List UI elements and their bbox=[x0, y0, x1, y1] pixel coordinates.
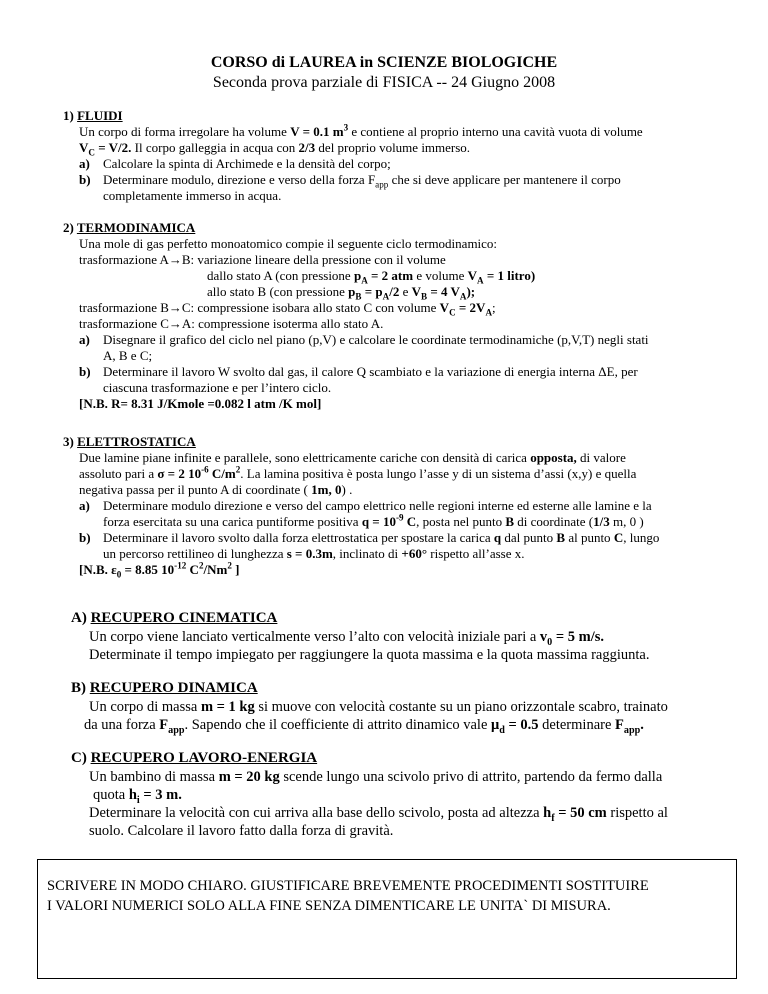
ra-line-1: Un corpo viene lanciato verticalmente verso l’alto con velocità iniziale pari a $v_0 = 5$ m/s. bbox=[89, 629, 604, 648]
q2-line-2: trasformazione A→B: variazione lineare della pressione con il volume bbox=[79, 252, 446, 267]
q3-item-a: a) bbox=[79, 498, 90, 513]
q1-item-a: a) bbox=[79, 156, 90, 171]
rc-line-4: suolo. Calcolare il lavoro fatto dalla forza di gravità. bbox=[89, 823, 394, 839]
q2-line-4: allo stato B (con pressione $p_B = p_A/2$ e $V_B = 4$ $V_A$); bbox=[207, 284, 476, 302]
q3-item-a-text: Determinare modulo direzione e verso del campo elettrico nelle regioni interne ed esterne alle lamine e la bbox=[103, 498, 652, 513]
q3-item-a-text-2: forza esercitata su una carica puntiforme positiva $q = 10^{-9}$ C, posta nel punto B di coordinate (1/3 m, 0 ) bbox=[103, 512, 644, 529]
q2-line-6: trasformazione C→A: compressione isoterma allo stato A. bbox=[79, 316, 384, 331]
rb-line-2: da una forza $F_{app}$. Sapendo che il coefficiente di attrito dinamico vale $\mu_d = 0.5$ determinare $F_{app}$. bbox=[84, 717, 644, 736]
section-heading-recupero-lavoro-energia: C) RECUPERO LAVORO-ENERGIA bbox=[71, 750, 318, 766]
section-heading-termodinamica: 2) TERMODINAMICA bbox=[63, 220, 196, 235]
q2-note: [N.B. R= 8.31 J/Kmole =0.082 l atm /K mol] bbox=[79, 396, 322, 411]
q2-item-b-text-2: ciascuna trasformazione e per l’intero ciclo. bbox=[103, 380, 332, 395]
section-heading-elettrostatica: 3) ELETTROSTATICA bbox=[63, 434, 196, 449]
q3-item-b-text-2: un percorso rettilineo di lunghezza s = 0.3m, inclinato di +60° rispetto all’asse x. bbox=[103, 546, 525, 561]
q2-line-3: dallo stato A (con pressione $p_A = 2$ atm e volume $V_A = 1$ litro) bbox=[207, 268, 536, 286]
section-heading-recupero-cinematica: A) RECUPERO CINEMATICA bbox=[71, 610, 278, 626]
rc-line-2: quota $h_i = 3$ m. bbox=[93, 787, 182, 806]
q3-item-b-text: Determinare il lavoro svolto dalla forza elettrostatica per spostare la carica q dal punto B al punto C, lungo bbox=[103, 530, 660, 545]
q1-line-1: Un corpo di forma irregolare ha volume V = 0.1 $m^3$ e contiene al proprio interno una cavità vuota di volume bbox=[79, 122, 643, 139]
ra-line-2: Determinate il tempo impiegato per raggiungere la quota massima e la quota massima raggiunta. bbox=[89, 647, 650, 663]
q1-item-a-text: Calcolare la spinta di Archimede e la densità del corpo; bbox=[103, 156, 391, 171]
q3-line-2: assoluto pari a σ = 2 $10^{-6}$ $C/m^2$. La lamina positiva è posta lungo l’asse y di un sistema d’assi (x,y) e quella bbox=[79, 464, 637, 481]
q2-item-b-text: Determinare il lavoro W svolto dal gas, il calore Q scambiato e la variazione di energia interna ΔE, per bbox=[103, 364, 638, 379]
q3-line-1: Due lamine piane infinite e parallele, sono elettricamente cariche con densità di carica opposta, di valore bbox=[79, 450, 626, 465]
document-title: CORSO di LAUREA in SCIENZE BIOLOGICHE bbox=[210, 54, 558, 71]
section-heading-recupero-dinamica: B) RECUPERO DINAMICA bbox=[71, 680, 258, 696]
q1-item-b-text: Determinare modulo, direzione e verso della forza $F_{app}$ che si deve applicare per mantenere il corpo bbox=[103, 172, 621, 190]
q1-item-b-text-2: completamente immerso in acqua. bbox=[103, 188, 282, 203]
instructions-line-1: SCRIVERE IN MODO CHIARO. GIUSTIFICARE BREVEMENTE PROCEDIMENTI SOSTITUIRE bbox=[47, 878, 649, 894]
rb-line-1: Un corpo di massa m = 1 kg si muove con velocità costante su un piano orizzontale scabro, trainato bbox=[89, 699, 668, 715]
q3-note: [N.B. $\varepsilon_0 = 8.85$ $10^{-12}$ $C^2/Nm^2$ ] bbox=[79, 560, 240, 580]
q3-item-b: b) bbox=[79, 530, 91, 545]
q2-item-b: b) bbox=[79, 364, 91, 379]
q2-line-5: trasformazione B→C: compressione isobara allo stato C con volume $V_C = 2V_A$; bbox=[79, 300, 496, 318]
q2-item-a: a) bbox=[79, 332, 90, 347]
q2-item-a-text-2: A, B e C; bbox=[103, 348, 153, 363]
rc-line-1: Un bambino di massa m = 20 kg scende lungo una scivolo privo di attrito, partendo da fermo dalla bbox=[89, 769, 663, 785]
q2-line-1: Una mole di gas perfetto monoatomico compie il seguente ciclo termodinamico: bbox=[79, 236, 498, 251]
document-subtitle: Seconda prova parziale di FISICA -- 24 Giugno 2008 bbox=[212, 74, 556, 91]
q1-line-2: $V_C = V/2$. Il corpo galleggia in acqua con 2/3 del proprio volume immerso. bbox=[79, 140, 471, 158]
q3-line-3: negativa passa per il punto A di coordinate ( 1m, 0) . bbox=[79, 482, 353, 497]
section-heading-fluidi: 1) FLUIDI bbox=[63, 108, 123, 123]
instructions-line-2: I VALORI NUMERICI SOLO ALLA FINE SENZA DIMENTICARE LE UNITA` DI MISURA. bbox=[47, 898, 611, 914]
q2-item-a-text: Disegnare il grafico del ciclo nel piano (p,V) e calcolare le coordinate termodinamiche (p,V,T) negli stati bbox=[103, 332, 649, 347]
rc-line-3: Determinare la velocità con cui arriva alla base dello scivolo, posta ad altezza $h_f = 50$ cm rispetto al bbox=[89, 805, 668, 824]
q1-item-b: b) bbox=[79, 172, 91, 187]
